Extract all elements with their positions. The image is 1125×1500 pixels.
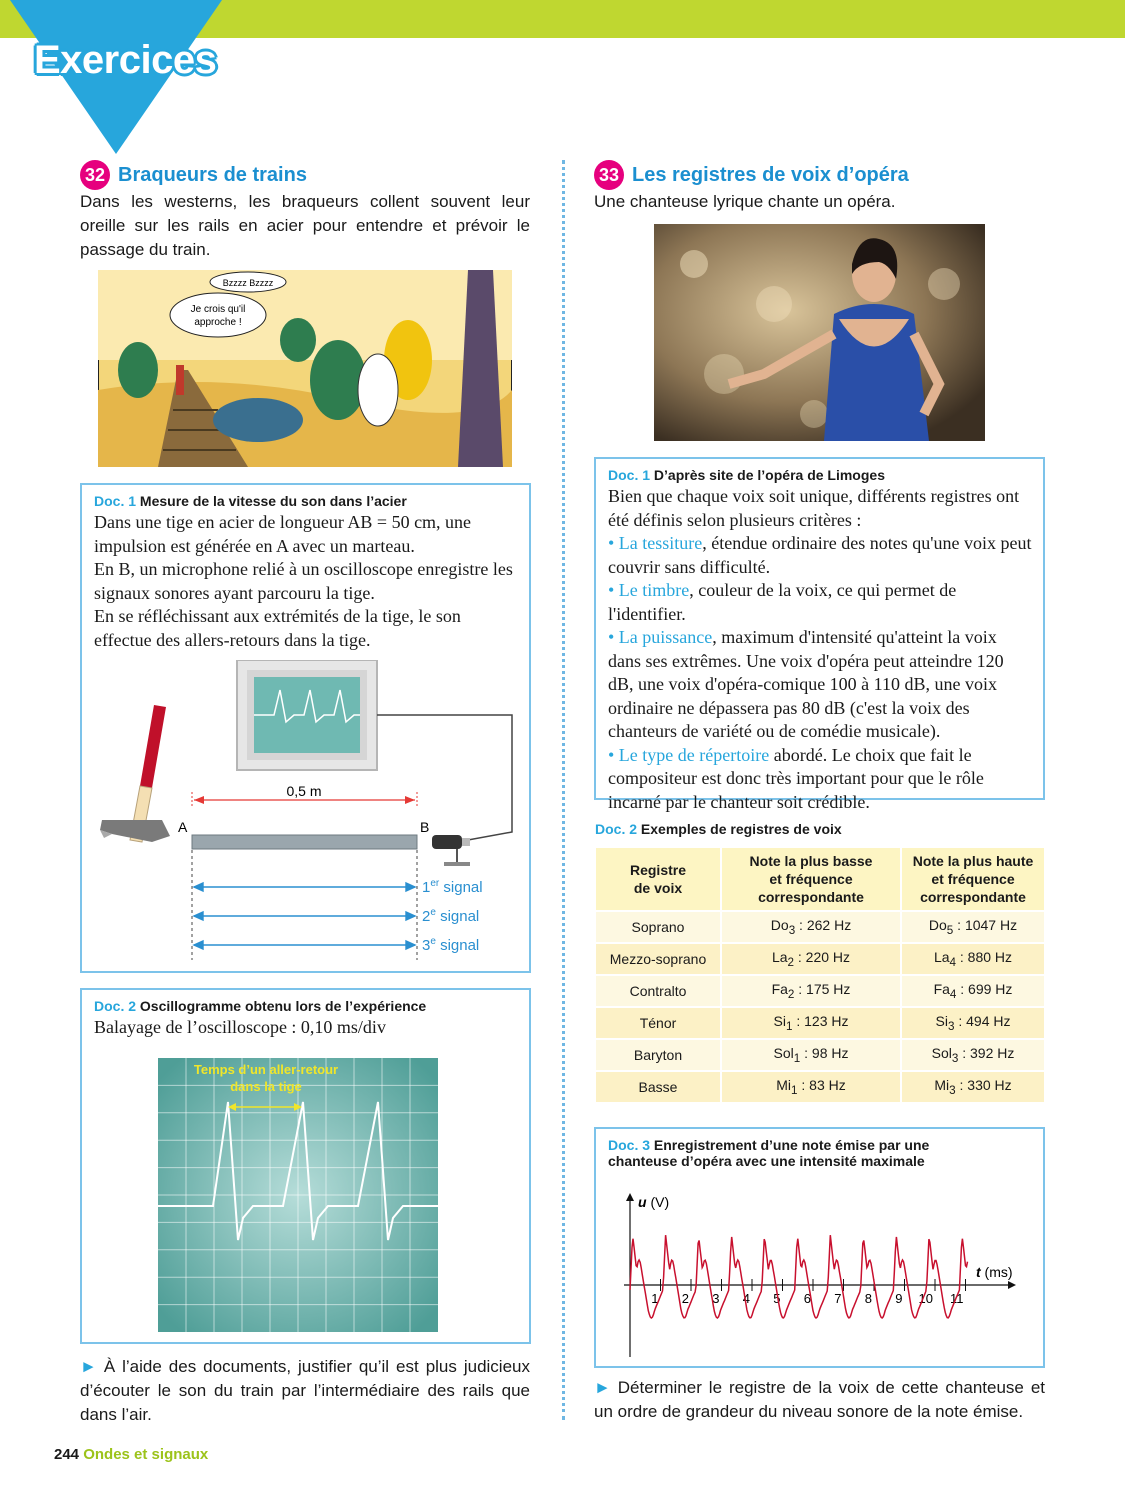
x-axis-label: t (ms) [976, 1264, 1013, 1280]
doc-label [94, 998, 517, 1014]
exercise-33-question [594, 1376, 1045, 1424]
register-name: Mezzo-soprano [595, 943, 721, 975]
x-tick-label: 1 [651, 1291, 659, 1306]
section-name: Ondes et signaux [83, 1446, 209, 1463]
ex32-doc1-box [80, 483, 531, 973]
ex32-doc2-box [80, 988, 531, 1344]
arrow-icon: ► [594, 1378, 611, 1397]
doc-title-line2: chanteuse d’opéra avec une intensité maximale [608, 1153, 925, 1169]
comic-speech-line2: approche ! [194, 317, 242, 328]
exercise-33-header [594, 160, 909, 190]
ex33-doc2-label [595, 821, 842, 837]
doc-title: D’après site de l’opéra de Limoges [653, 467, 885, 483]
round-trip-label-1: Temps d’un aller-retour [193, 1062, 339, 1077]
table-row [595, 911, 1045, 943]
x-tick-label: 8 [864, 1291, 872, 1306]
doc-title: Mesure de la vitesse du son dans l’acier [139, 493, 407, 509]
bullet-term: type de répertoire [642, 744, 770, 765]
doc-title: Oscillogramme obtenu lors de l’expérience [139, 998, 427, 1014]
cable [377, 715, 512, 842]
x-tick-label: 7 [834, 1291, 842, 1306]
low-note: $Fa_2$ : 175 Hz [721, 975, 901, 1007]
distance-label: 0,5 m [286, 783, 322, 799]
signal-3-label: 3e signal [422, 936, 480, 954]
ex33-doc3-box [594, 1127, 1045, 1368]
comic-sound-text: Bzzzz Bzzzz [222, 278, 274, 288]
doc1-paragraph: Bien que chaque voix soit unique, différents registres ont été définis selon plusieurs critères : [608, 486, 1020, 530]
point-a-label: A [178, 819, 188, 835]
exercise-title: Les registres de voix d’opéra [632, 163, 909, 186]
column-header-register: Registre de voix [595, 847, 721, 911]
doc-number: Doc. 2 [94, 998, 137, 1014]
high-note: $Do_5$ : 1047 Hz [901, 911, 1045, 943]
register-name: Contralto [595, 975, 721, 1007]
x-tick-label: 2 [681, 1291, 689, 1306]
exercise-32-intro: Dans les westerns, les braqueurs collent souvent leur oreille sur les rails en acier pour entendre et prévoir le passage du train. [80, 192, 530, 259]
exercise-32-question [80, 1355, 530, 1427]
x-tick-label: 3 [712, 1291, 720, 1306]
doc-label [608, 1137, 1033, 1169]
comic-illustration [98, 270, 512, 467]
bullet-text: , maximum d'intensité qu'atteint la voix dans ses extrêmes. Une voix d'opéra peut atteindre 120 dB, une voix d'opéra-comique 100 à 110 dB, une voix ordinaire ne dépassera pas 80 dB (c'est la voix des chanteurs de variété ou de comédie musicale). [608, 627, 1004, 741]
register-name: Ténor [595, 1007, 721, 1039]
high-note: $Mi_3$ : 330 Hz [901, 1071, 1045, 1103]
doc-title: Enregistrement d’une note émise par une [653, 1137, 930, 1153]
voice-signal-trace [630, 1235, 968, 1318]
oscillogram [158, 1058, 438, 1332]
high-note: $Si_3$ : 494 Hz [901, 1007, 1045, 1039]
comic-speech-line1: Je crois qu'il [190, 304, 246, 315]
low-note: $Do_3$ : 262 Hz [721, 911, 901, 943]
bullet-term: timbre [642, 580, 690, 600]
page-header-title: Exercices [34, 38, 217, 82]
x-tick-label: 6 [803, 1291, 811, 1306]
doc-label [94, 493, 517, 509]
page-footer [54, 1446, 208, 1463]
doc-label [608, 467, 1033, 483]
question-text: Déterminer le registre de la voix de cette chanteuse et un ordre de grandeur du niveau sonore de la note émise. [594, 1378, 1045, 1421]
high-note: $Fa_4$ : 699 Hz [901, 975, 1045, 1007]
table-row [595, 975, 1045, 1007]
bullet-prefix: • Le [608, 744, 643, 765]
y-axis-label: u (V) [638, 1194, 670, 1210]
microphone-icon [432, 835, 470, 866]
x-tick-label: 9 [895, 1291, 903, 1306]
doc1-paragraph-3: En se réfléchissant aux extrémités de la tige, le son effectue des allers-retours dans la tige. [94, 606, 461, 650]
sweep-text: Balayage de l’oscilloscope : 0,10 ms/div [94, 1017, 386, 1037]
exercise-title: Braqueurs de trains [118, 163, 307, 186]
high-note: $La_4$ : 880 Hz [901, 943, 1045, 975]
bullet-puissance [608, 626, 1033, 744]
doc-number: Doc. 3 [608, 1137, 651, 1153]
point-b-label: B [420, 819, 430, 835]
table-row [595, 943, 1045, 975]
low-note: $La_2$ : 220 Hz [721, 943, 901, 975]
doc1-paragraph-1: Dans une tige en acier de longueur AB = 50 cm, une impulsion est générée en A avec un marteau. [94, 512, 472, 556]
opera-singer-photo [654, 224, 985, 441]
register-name: Soprano [595, 911, 721, 943]
exercise-number: 32 [80, 160, 110, 190]
column-header-high: Note la plus haute et fréquence correspondante [901, 847, 1045, 911]
column-divider [562, 160, 565, 1420]
exercise-33-intro: Une chanteuse lyrique chante un opéra. [594, 192, 896, 211]
bullet-term: tessiture [642, 533, 703, 553]
question-text: À l’aide des documents, justifier qu’il est plus judicieux d’écouter le son du train par l’intermédiaire des rails que dans l’air. [80, 1357, 530, 1424]
bullet-tessiture [608, 532, 1033, 579]
bullet-term: puissance [642, 627, 713, 647]
doc-number: Doc. 1 [608, 467, 651, 483]
round-trip-label-2: dans la tige [230, 1079, 302, 1094]
voice-signal-chart [596, 1187, 1043, 1367]
voice-register-table [594, 846, 1046, 1104]
low-note: $Si_1$ : 123 Hz [721, 1007, 901, 1039]
exercise-32-header [80, 160, 307, 190]
doc-title: Exemples de registres de voix [640, 821, 842, 837]
doc-number: Doc. 2 [595, 821, 638, 837]
x-tick-label: 10 [918, 1291, 933, 1306]
hammer-icon [100, 705, 170, 842]
low-note: Sol$_1$ : 98 Hz [721, 1039, 901, 1071]
x-tick-label: 5 [773, 1291, 781, 1306]
bullet-prefix: • Le [608, 580, 643, 600]
ex33-doc1-box [594, 457, 1045, 812]
table-row [595, 1071, 1045, 1103]
doc1-paragraph-2: En B, un microphone relié à un oscilloscope enregistre les signaux sonores ayant parcouru la tige. [94, 559, 513, 603]
experiment-diagram [82, 660, 529, 970]
bullet-text: , étendue ordinaire des notes qu'une voix peut couvrir sans difficulté. [608, 533, 1032, 577]
bullet-text: abordé. Le choix que fait le compositeur est donc très important pour que le rôle incarné par le chanteur soit crédible. [608, 744, 984, 812]
bullet-prefix: • La [608, 533, 643, 553]
high-note: Sol$_3$ : 392 Hz [901, 1039, 1045, 1071]
register-name: Baryton [595, 1039, 721, 1071]
signal-1-label: 1er signal [422, 878, 483, 896]
steel-rod [192, 835, 417, 849]
register-name: Basse [595, 1071, 721, 1103]
page-number: 244 [54, 1446, 80, 1463]
bullet-timbre [608, 579, 1033, 626]
arrow-icon: ► [80, 1357, 97, 1376]
exercise-number: 33 [594, 160, 624, 190]
bullet-text: , couleur de la voix, ce qui permet de l'identifier. [608, 580, 957, 624]
bullet-prefix: • La [608, 627, 643, 647]
signal-2-label: 2e signal [422, 907, 480, 925]
doc-number: Doc. 1 [94, 493, 137, 509]
table-row [595, 1007, 1045, 1039]
table-row [595, 1039, 1045, 1071]
bullet-repertoire [608, 744, 1033, 815]
column-header-low: Note la plus basse et fréquence correspondante [721, 847, 901, 911]
x-tick-label: 11 [950, 1291, 964, 1306]
x-tick-label: 4 [742, 1291, 750, 1306]
low-note: $Mi_1$ : 83 Hz [721, 1071, 901, 1103]
